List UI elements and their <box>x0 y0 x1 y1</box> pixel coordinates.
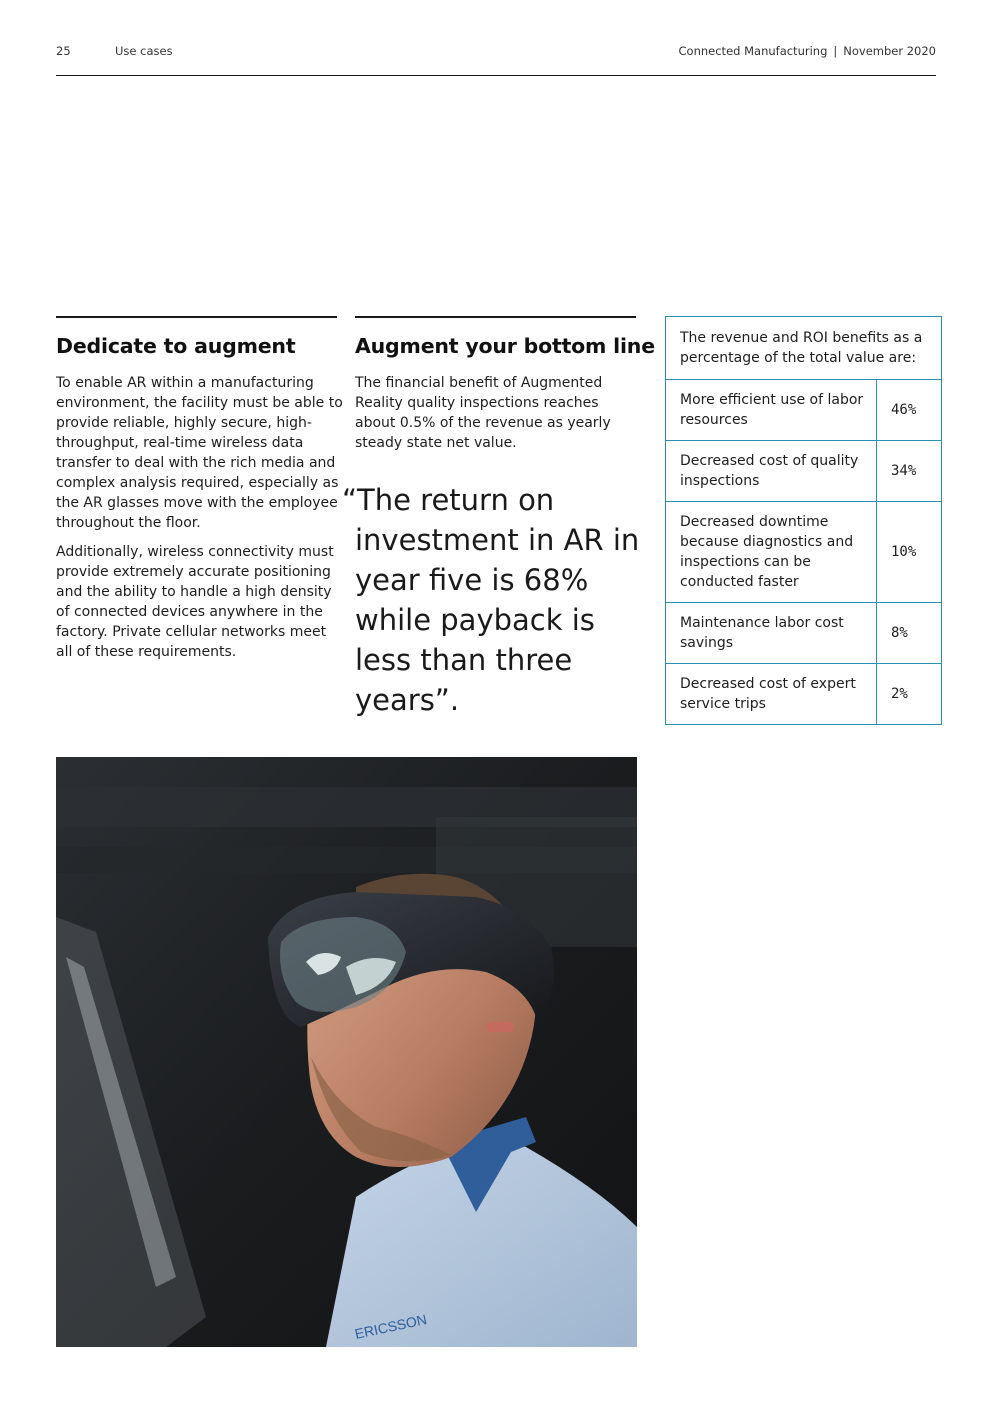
row-value: 8% <box>891 625 908 641</box>
worker-ar-headset-photo <box>56 757 637 1347</box>
publication-title: Connected Manufacturing <box>678 44 828 58</box>
row-value: 34% <box>891 463 917 479</box>
page-number: 25 <box>56 44 71 58</box>
header-separator: | <box>833 44 838 58</box>
column-augment-bottom-line <box>355 316 655 453</box>
row-value: 10% <box>891 544 917 560</box>
column1-heading: Dedicate to augment <box>56 334 296 358</box>
table-row <box>666 441 941 502</box>
row-label: More efficient use of labor resources <box>666 380 877 440</box>
publication-date: November 2020 <box>843 44 936 58</box>
ericsson-logo-text: ERICSSON <box>353 1311 429 1342</box>
table-row <box>666 380 941 441</box>
photo-illustration <box>56 757 637 1347</box>
row-value: 2% <box>891 686 908 702</box>
row-label: Maintenance labor cost savings <box>666 603 877 663</box>
row-label: Decreased cost of expert service trips <box>666 664 877 724</box>
row-value: 46% <box>891 402 917 418</box>
benefits-table <box>665 316 942 725</box>
row-label: Decreased cost of quality inspections <box>666 441 877 501</box>
table-row <box>666 603 941 664</box>
section-title: Use cases <box>115 44 173 58</box>
page-header <box>56 42 936 76</box>
table-row <box>666 664 941 724</box>
column1-paragraph-2: Additionally, wireless connectivity must provide extremely accurate positioning and the ability to handle a high density of connected devices anywhere in the factory. Private cellular networks meet all of these requirements. <box>56 544 334 660</box>
column2-heading: Augment your bottom line <box>355 334 655 358</box>
row-label: Decreased downtime because diagnostics and inspections can be conducted faster <box>666 502 877 602</box>
table-row <box>666 502 941 603</box>
column1-paragraph-1: To enable AR within a manufacturing environment, the facility must be able to provide reliable, highly secure, high-throughput, real-time wireless data transfer to deal with the rich media and complex analysis required, especially as the AR glasses move with the employee throughout the floor. <box>56 375 343 531</box>
pull-quote: “The return on investment in AR in year five is 68% while payback is less than three years”. <box>342 483 640 717</box>
column-dedicate-to-augment <box>56 316 343 662</box>
publication-info <box>679 44 936 58</box>
benefits-table-intro: The revenue and ROI benefits as a percentage of the total value are: <box>666 317 941 380</box>
column2-paragraph: The financial benefit of Augmented Reality quality inspections reaches about 0.5% of the revenue as yearly steady state net value. <box>355 375 611 451</box>
